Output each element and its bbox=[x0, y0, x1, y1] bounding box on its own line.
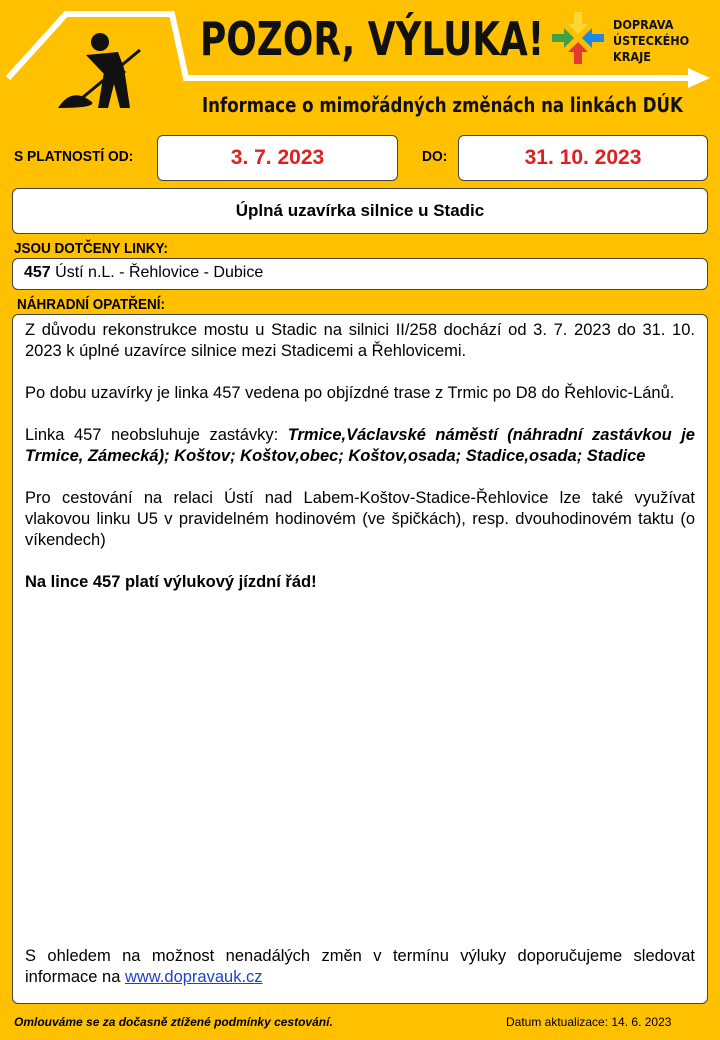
affected-lines-label: JSOU DOTČENY LINKY: bbox=[14, 240, 169, 257]
logo-line: KRAJE bbox=[613, 49, 651, 64]
line-route: Ústí n.L. - Řehlovice - Dubice bbox=[50, 264, 264, 281]
footer-apology: Omlouváme se za dočasně ztížené podmínky cestování. bbox=[14, 1015, 333, 1029]
measures-paragraph-1: Z důvodu rekonstrukce mostu u Stadic na silnici II/258 dochází od 3. 7. 2023 do 31. 10. 2023 k úplné uzavírce silnice mezi Stadicemi a Řehlovicemi. bbox=[25, 321, 695, 360]
measures-paragraph-3 bbox=[25, 425, 695, 467]
logo-text bbox=[613, 17, 689, 65]
measures-note bbox=[25, 946, 695, 988]
stops-intro: Linka 457 neobsluhuje zastávky: bbox=[25, 426, 288, 444]
valid-from-date: 3. 7. 2023 bbox=[230, 146, 325, 169]
note-text: S ohledem na možnost nenadálých změn v termínu výluky doporučujeme sledovat informace na bbox=[25, 947, 695, 986]
dopravauk-link[interactable]: www.dopravauk.cz bbox=[124, 968, 263, 986]
valid-to-label: DO: bbox=[422, 148, 448, 165]
line-number: 457 bbox=[24, 264, 51, 281]
footer-updated: Datum aktualizace: 14. 6. 2023 bbox=[506, 1015, 672, 1029]
valid-from-box bbox=[157, 135, 398, 181]
measures-label: NÁHRADNÍ OPATŘENÍ: bbox=[17, 296, 165, 313]
logo-line: ÚSTECKÉHO bbox=[613, 33, 690, 48]
headline-box bbox=[12, 188, 708, 234]
logo-line: DOPRAVA bbox=[613, 17, 674, 32]
affected-line bbox=[13, 259, 707, 287]
affected-lines-box bbox=[12, 258, 708, 290]
measures-paragraph-4: Pro cestování na relaci Ústí nad Labem-Koštov-Stadice-Řehlovice lze také využívat vlakovou linku U5 v pravidelném hodinovém (ve špičkách), resp. dvouhodinovém taktu (o víkendech) bbox=[25, 489, 695, 549]
valid-to-box bbox=[458, 135, 708, 181]
stops-list: Trmice,Václavské náměstí (náhradní zastávkou je Trmice, Zámecká); Koštov; Koštov,obec; Koštov,osada; Stadice,osada; Stadice bbox=[25, 426, 695, 465]
valid-to-date: 31. 10. 2023 bbox=[524, 146, 642, 169]
valid-from-label: S PLATNOSTÍ OD: bbox=[14, 148, 134, 165]
measures-box bbox=[12, 314, 708, 1004]
measures-paragraph-5: Na lince 457 platí výlukový jízdní řád! bbox=[25, 573, 317, 591]
headline: Úplná uzavírka silnice u Stadic bbox=[235, 201, 485, 220]
subtitle: Informace o mimořádných změnách na linkách DÚK bbox=[202, 93, 683, 117]
main-title: POZOR, VÝLUKA! bbox=[200, 12, 545, 66]
measures-paragraph-2: Po dobu uzavírky je linka 457 vedena po objízdné trase z Trmic po D8 do Řehlovic-Lánů. bbox=[25, 384, 675, 402]
worker-icon bbox=[58, 33, 140, 108]
